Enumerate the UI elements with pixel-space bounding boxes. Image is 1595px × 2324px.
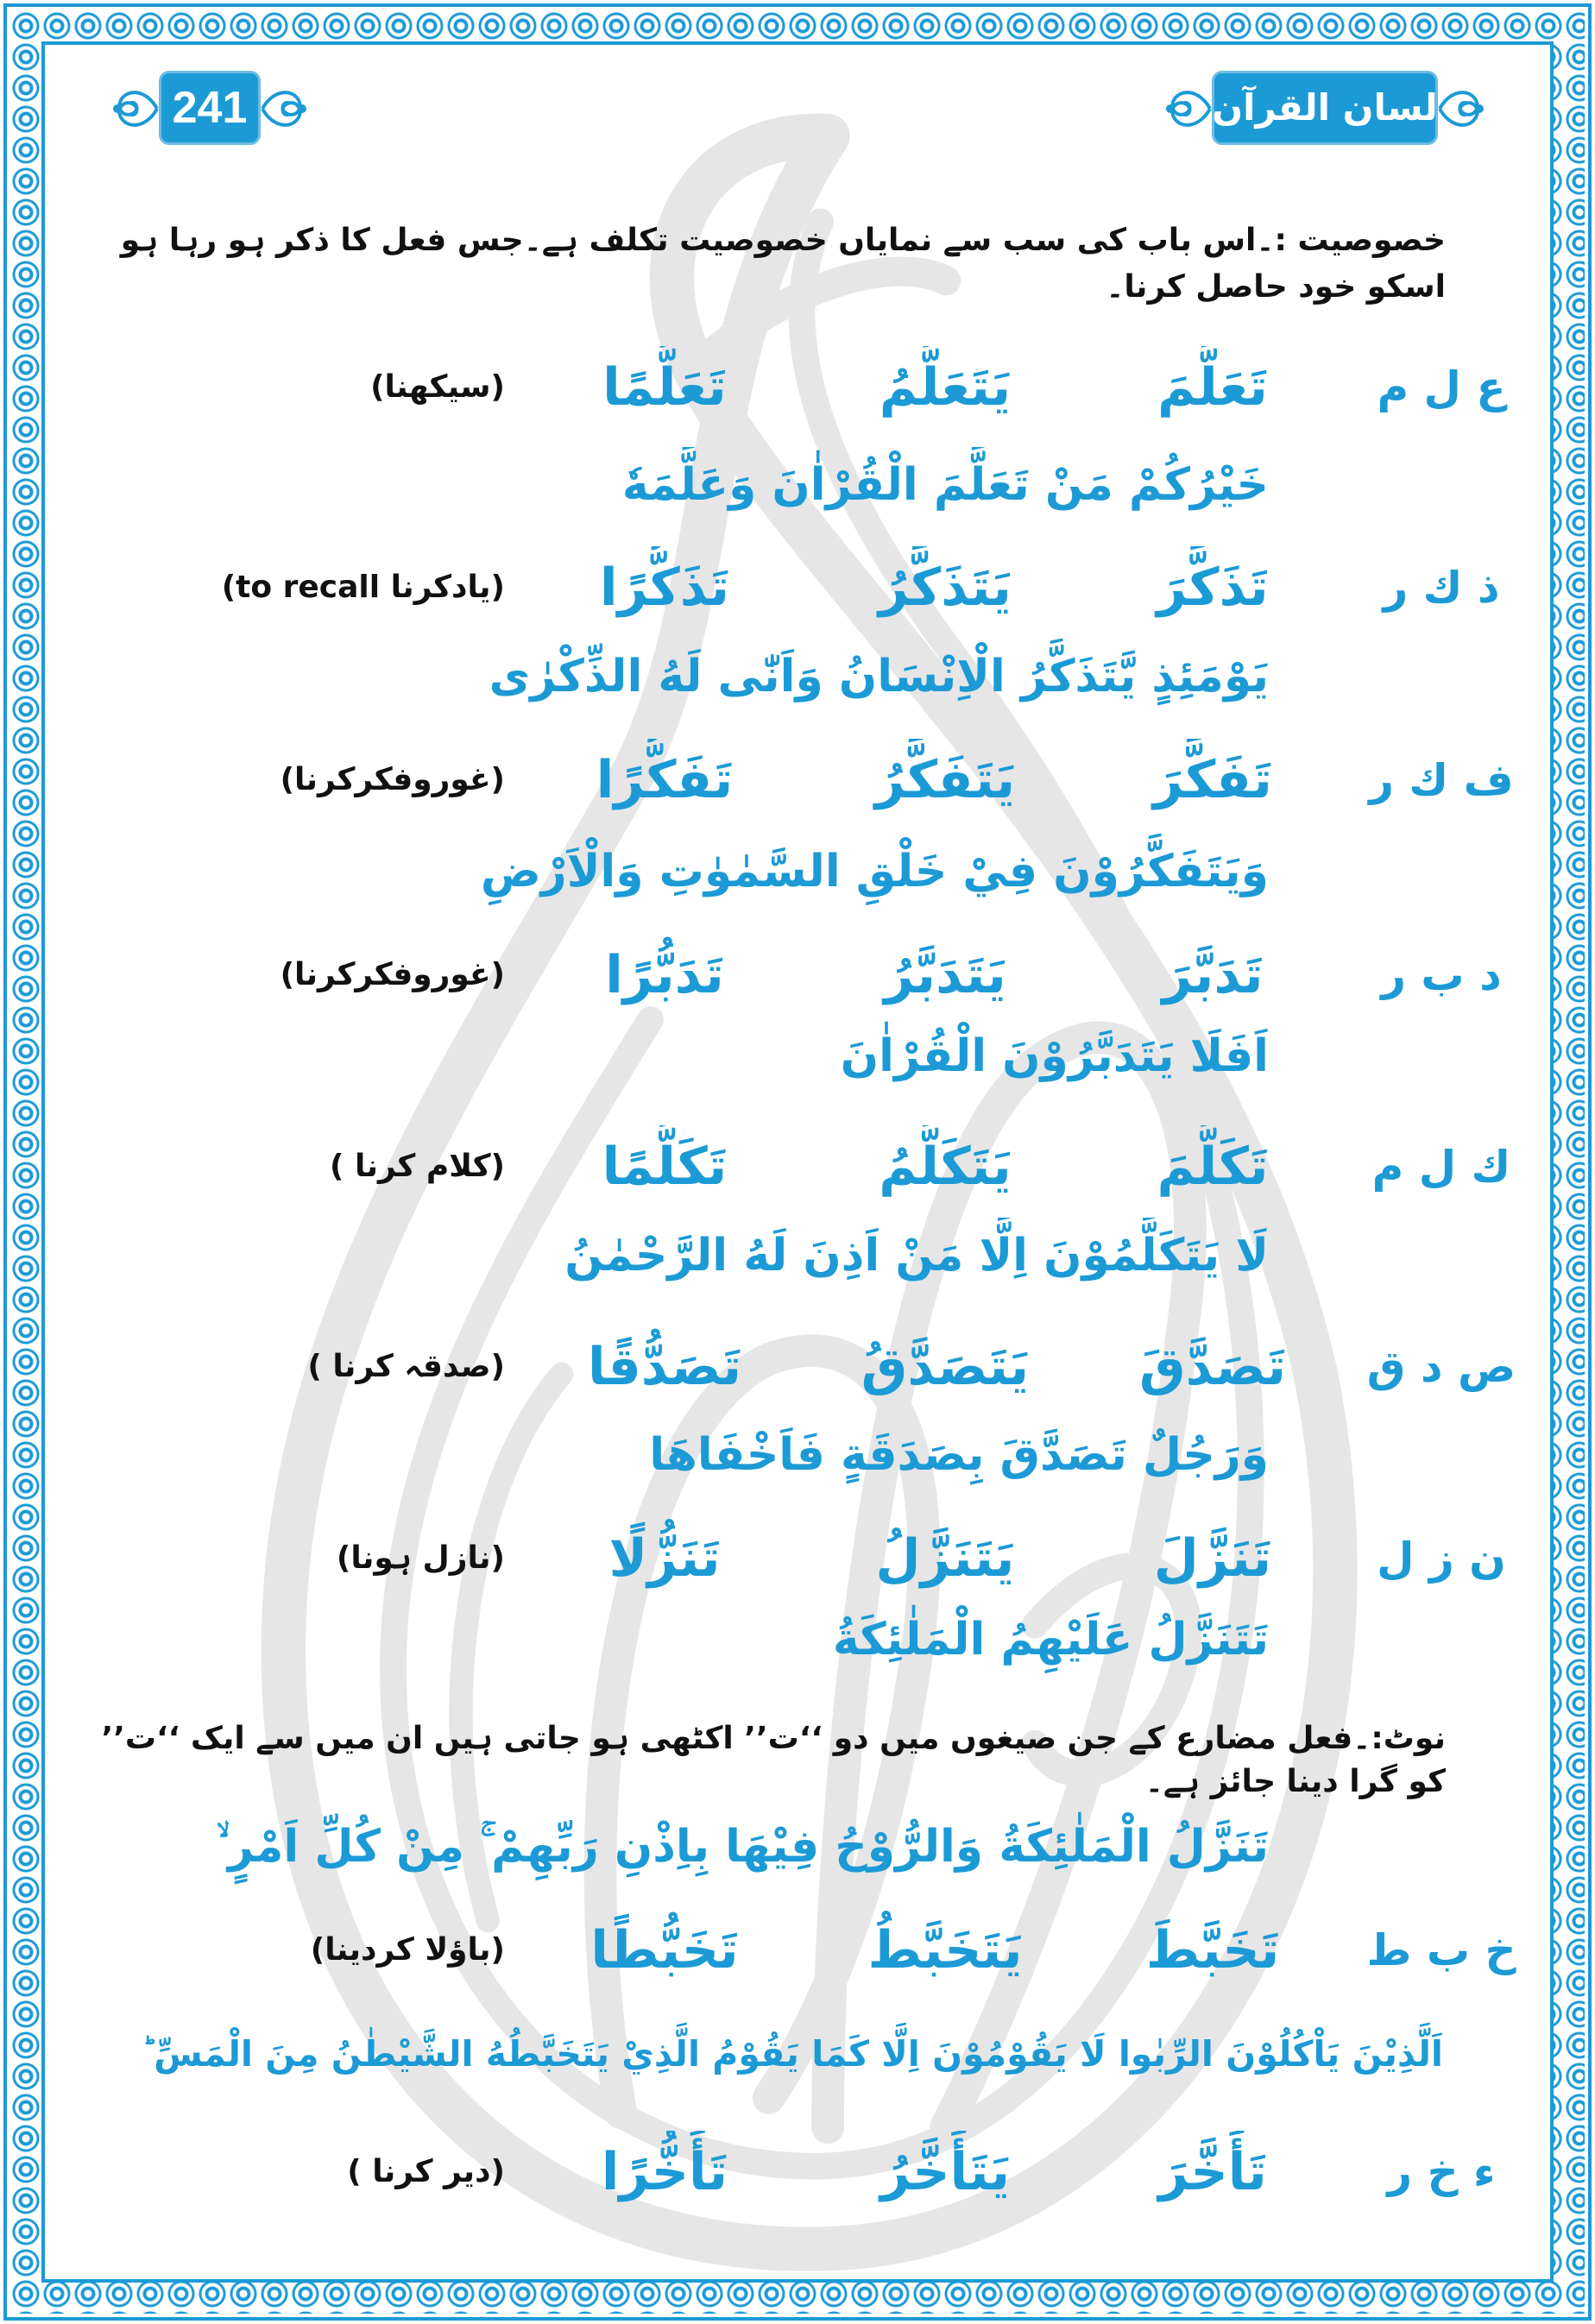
urdu-meaning: (دیر کرنا ) — [347, 2154, 505, 2189]
note-quranic-example: تَنَزَّلُ الْمَلٰئِكَةُ وَالرُّوْحُ فِيْهَا بِاِذْنِ رَبِّهِمْ ۚ مِنْ كُلِّ اَمْرٍ ۙ — [216, 1821, 1269, 1873]
verb-entry-row — [0, 1326, 1595, 1408]
quranic-example: خَيْرُكُمْ مَنْ تَعَلَّمَ الْقُرْاٰنَ وَعَلَّمَهٗ — [621, 459, 1269, 511]
present-tense-verb: يَتَفَكَّرُ — [874, 750, 1016, 810]
ornament-dot — [1166, 104, 1175, 113]
urdu-meaning: (نازل ہونا) — [336, 1540, 505, 1576]
past-tense-verb: تَدَبَّرَ — [1162, 945, 1264, 1005]
floral-ornament-icon — [1165, 83, 1212, 135]
verbal-noun: تَدَبُّرًا — [605, 945, 724, 1005]
root-letters: ف ك ر — [1369, 755, 1514, 805]
floral-ornament-icon — [261, 83, 307, 135]
quranic-example: تَتَنَزَّلُ عَلَيْهِمُ الْمَلٰئِكَةُ — [832, 1614, 1269, 1666]
urdu-meaning: (سیکھنا) — [370, 369, 505, 405]
urdu-meaning: (یادکرنا to recall) — [221, 570, 505, 605]
floral-ornament-icon — [1438, 83, 1485, 135]
book-title-badge: لسان القرآن — [1212, 71, 1438, 145]
root-letters: ص د ق — [1366, 1342, 1516, 1392]
verb-entry-row — [0, 346, 1595, 429]
root-letters: خ ب ط — [1366, 1925, 1516, 1975]
root-letters: ع ل م — [1377, 362, 1506, 413]
urdu-meaning: (باؤلا کردینا) — [310, 1932, 505, 1968]
present-tense-verb: يَتَكَلَّمُ — [879, 1137, 1012, 1197]
root-letters: ن ز ل — [1377, 1534, 1506, 1584]
verbal-noun: تَعَلُّمًا — [602, 357, 727, 418]
urdu-meaning: (صدقہ کرنا ) — [307, 1349, 505, 1384]
quranic-example: لَا يَتَكَلَّمُوْنَ اِلَّا مَنْ اَذِنَ لَهُ الرَّحْمٰنُ — [564, 1230, 1269, 1282]
verb-entry-row — [0, 1125, 1595, 1208]
verbal-noun: تَذَكُّرًا — [600, 557, 729, 618]
present-tense-verb: يَتَذَكَّرُ — [879, 557, 1012, 618]
present-tense-verb: يَتَعَلَّمُ — [879, 357, 1012, 418]
verb-entry-row — [0, 934, 1595, 1017]
root-letters: ذ ك ر — [1383, 563, 1500, 613]
book-title-header — [1165, 67, 1485, 150]
past-tense-verb: تَعَلَّمَ — [1157, 357, 1268, 418]
past-tense-verb: تَصَدَّقَ — [1139, 1337, 1286, 1397]
past-tense-verb: تَكَلَّمَ — [1157, 1137, 1269, 1197]
verbal-noun: تَأَخُّرًا — [601, 2142, 728, 2202]
urdu-meaning: (غوروفکرکرنا) — [280, 762, 505, 797]
ornament-dot — [113, 104, 122, 113]
verb-entry-row — [0, 546, 1595, 629]
ornament-dot — [298, 104, 306, 113]
past-tense-verb: تَأَخَّرَ — [1158, 2142, 1267, 2202]
present-tense-verb: يَتَنَزَّلُ — [875, 1528, 1015, 1589]
page-number-badge: 241 — [159, 71, 261, 145]
present-tense-verb: يَتَدَبَّرُ — [884, 945, 1006, 1005]
floral-ornament-icon — [112, 83, 159, 135]
verb-entry-row — [0, 739, 1595, 822]
root-letters: ء خ ر — [1387, 2147, 1496, 2197]
quranic-example: اَلَّذِيْنَ يَاْكُلُوْنَ الرِّبٰوا لَا يَقُوْمُوْنَ اِلَّا كَمَا يَقُوْمُ الَّذِيْ يَتَخَبَّطُهُ الشَّيْطٰنُ مِنَ الْمَسِّ ؕ — [141, 2033, 1443, 2075]
verbal-noun: تَخَبُّطًا — [590, 1920, 739, 1981]
verb-entry-row — [0, 1909, 1595, 1992]
verb-entry-row — [0, 2131, 1595, 2214]
grammar-note: نوٹ:۔فعل مضارع کے جن صیغوں میں دو ‘‘ت’’ اکٹھی ہو جاتی ہیں ان میں سے ایک ‘‘ت’’ کو گرا دینا جائز ہے۔ — [101, 1721, 1446, 1799]
urdu-meaning: (غوروفکرکرنا) — [280, 957, 505, 992]
past-tense-verb: تَخَبَّطَ — [1145, 1920, 1280, 1981]
ornament-dot — [1475, 104, 1484, 113]
root-letters: ك ل م — [1371, 1142, 1511, 1192]
past-tense-verb: تَفَكَّرَ — [1153, 750, 1272, 810]
chapter-feature-intro: خصوصیت :۔اس باب کی سب سے نمایاں خصوصیت تکلف ہے۔جس فعل کا ذکر ہو رہا ہو اسکو خود حاصل کرنا۔ — [120, 223, 1446, 305]
page-number-header — [112, 67, 307, 150]
verbal-noun: تَكَلُّمًا — [602, 1137, 728, 1197]
verbal-noun: تَفَكُّرًا — [596, 750, 734, 810]
quranic-example: وَرَجُلٌ تَصَدَّقَ بِصَدَقَةٍ فَاَخْفَاهَا — [649, 1429, 1269, 1481]
past-tense-verb: تَنَزَّلَ — [1153, 1528, 1272, 1589]
present-tense-verb: يَتَأَخَّرُ — [879, 2142, 1011, 2202]
verbal-noun: تَصَدُّقًا — [587, 1337, 742, 1397]
urdu-meaning: (کلام کرنا ) — [330, 1149, 505, 1184]
quranic-example: يَوْمَئِذٍ يَّتَذَكَّرُ الْاِنْسَانُ وَاَنّٰى لَهُ الذِّكْرٰى — [489, 651, 1269, 702]
past-tense-verb: تَذَكَّرَ — [1157, 557, 1269, 618]
verbal-noun: تَنَزُّلًا — [608, 1528, 721, 1589]
root-letters: د ب ر — [1381, 950, 1502, 1000]
quranic-example: اَفَلَا يَتَدَبَّرُوْنَ الْقُرْاٰنَ — [840, 1030, 1269, 1082]
present-tense-verb: يَتَصَدَّقُ — [861, 1337, 1030, 1397]
present-tense-verb: يَتَخَبَّطُ — [867, 1920, 1023, 1981]
verb-entry-row — [0, 1517, 1595, 1600]
quranic-example: وَيَتَفَكَّرُوْنَ فِيْ خَلْقِ السَّمٰوٰتِ وَالْاَرْضِ — [480, 846, 1269, 897]
